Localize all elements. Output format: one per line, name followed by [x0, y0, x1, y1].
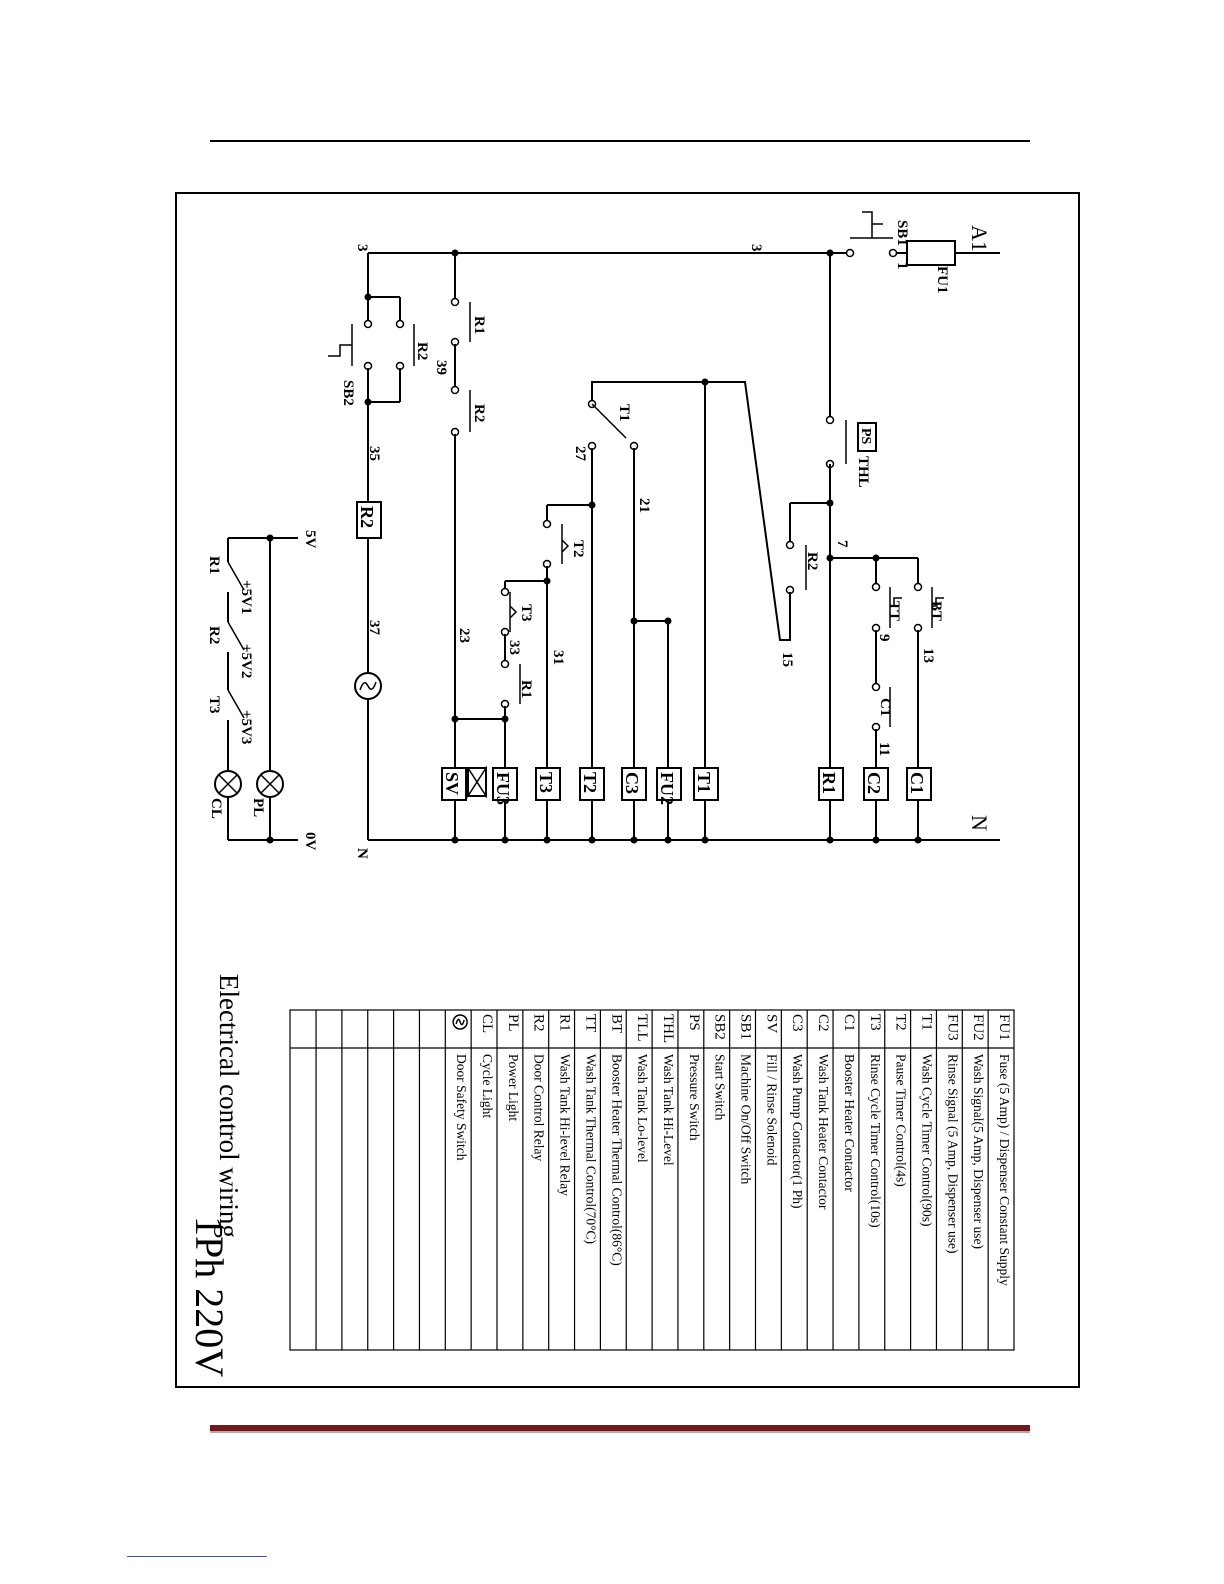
svg-text:CL: CL [208, 798, 224, 819]
door-safety-switch-icon [355, 673, 381, 699]
svg-text:T3: T3 [206, 696, 222, 714]
switch-sb1-symbol [847, 212, 897, 257]
svg-text:15: 15 [779, 652, 795, 667]
svg-text:FU1: FU1 [934, 266, 950, 294]
svg-text:TT: TT [886, 601, 902, 622]
legend-code: C2 [815, 1014, 832, 1032]
svg-text:37: 37 [366, 620, 382, 635]
svg-text:33: 33 [506, 640, 522, 655]
svg-text:FU2: FU2 [657, 772, 677, 805]
svg-text:3: 3 [354, 244, 370, 252]
svg-text:SB1: SB1 [894, 220, 910, 246]
svg-text:9: 9 [876, 634, 892, 642]
svg-text:21: 21 [636, 498, 652, 513]
legend-description: Door Safety Switch [454, 1054, 470, 1161]
legend-code: PL [504, 1014, 521, 1032]
legend-description: Wash Tank Hi-Level [660, 1054, 676, 1166]
cycle-light-icon [215, 771, 241, 797]
legend-code: SB2 [711, 1014, 728, 1040]
fuse-fu1-symbol [907, 241, 955, 265]
svg-text:R2: R2 [206, 626, 222, 645]
legend-description: Cycle Light [480, 1054, 495, 1119]
svg-text:C1: C1 [877, 698, 893, 717]
branch-r2-coil [328, 253, 414, 840]
legend-code: SV [763, 1014, 780, 1034]
legend-description: Pause Timer Control(4s) [893, 1054, 909, 1187]
svg-text:T2: T2 [580, 772, 600, 794]
legend-description: Rinse Cycle Timer Control(10s) [867, 1054, 883, 1228]
footer-link-underline [127, 1556, 267, 1557]
legend-code: THL [659, 1014, 676, 1044]
svg-text:SB2: SB2 [340, 380, 356, 406]
component-labels [206, 220, 992, 859]
svg-text:SV: SV [442, 772, 462, 796]
legend-code: FU1 [996, 1014, 1012, 1041]
title-block [187, 974, 244, 1377]
branch-r1-coil [705, 253, 846, 840]
svg-text:N: N [967, 815, 992, 831]
svg-text:+5V1: +5V1 [238, 580, 254, 615]
legend-description: Machine On/Off Switch [738, 1054, 754, 1185]
diagram-title: Electrical control wiring [214, 974, 244, 1238]
svg-text:39: 39 [433, 360, 449, 375]
svg-text:R1: R1 [819, 772, 839, 794]
svg-text:A1: A1 [967, 225, 992, 252]
legend-description: Wash Tank Lo-level [635, 1054, 651, 1163]
legend-description: Power Light [505, 1054, 521, 1122]
branch-sv [452, 253, 506, 840]
svg-text:T1: T1 [616, 404, 632, 422]
svg-text:7: 7 [834, 540, 850, 548]
svg-text:PS: PS [858, 428, 873, 445]
legend-code: PS [685, 1014, 702, 1031]
svg-text:R1: R1 [206, 556, 222, 575]
svg-text:N: N [354, 848, 370, 859]
legend-description: Wash Signal(5 Amp, Dispenser use) [971, 1054, 987, 1250]
legend-description: Pressure Switch [686, 1054, 702, 1141]
svg-text:R2: R2 [471, 404, 487, 423]
svg-text:R2: R2 [414, 342, 430, 361]
legend-description: Booster Heater Thermal Control(86°C) [609, 1054, 625, 1266]
svg-text:C3: C3 [622, 772, 642, 794]
legend-description: Wash Pump Contactor(1 Ph) [790, 1054, 806, 1209]
legend-code: FU3 [944, 1014, 961, 1041]
legend-code: BT [608, 1014, 625, 1034]
solenoid-valve-icon [468, 768, 486, 796]
power-light-icon [257, 771, 283, 797]
legend-description: Rinse Signal (5 Amp, Dispenser use) [945, 1054, 961, 1254]
legend-table [290, 1010, 1014, 1350]
svg-text:0V: 0V [302, 832, 318, 851]
svg-text:C2: C2 [864, 772, 884, 794]
svg-text:3: 3 [748, 244, 764, 252]
svg-text:13: 13 [920, 648, 936, 663]
footer-rule [210, 1425, 1030, 1433]
legend-description: Fuse (5 Amp) / Dispenser Constant Supply [997, 1054, 1012, 1286]
svg-text:THL: THL [855, 456, 871, 488]
legend-description: Wash Tank Thermal Control(70°C) [583, 1054, 599, 1244]
svg-text:1: 1 [894, 262, 910, 270]
legend-code: R2 [530, 1014, 547, 1032]
svg-text:FU3: FU3 [493, 772, 513, 805]
legend-description: Booster Heater Contactor [841, 1054, 857, 1192]
legend-description: Wash Tank Heater Contactor [816, 1054, 832, 1210]
svg-text:T3: T3 [536, 772, 556, 794]
svg-text:11: 11 [876, 742, 892, 757]
svg-text:31: 31 [550, 650, 566, 665]
svg-text:27: 27 [572, 446, 588, 461]
legend-code: TLL [634, 1014, 651, 1042]
legend-code: C1 [840, 1014, 857, 1032]
svg-text:T3: T3 [518, 604, 534, 622]
legend-code: CL [479, 1014, 495, 1034]
svg-text:T1: T1 [694, 772, 714, 794]
legend-description: Wash Tank Hi-level Relay [557, 1054, 573, 1197]
svg-text:T2: T2 [570, 540, 586, 558]
legend-code: T3 [866, 1014, 883, 1031]
svg-text:R2: R2 [357, 506, 377, 528]
legend-description: Wash Cycle Timer Control(90s) [919, 1054, 935, 1227]
legend-description: Start Switch [712, 1054, 728, 1121]
svg-text:R1: R1 [471, 316, 487, 335]
svg-text:C1: C1 [907, 772, 927, 794]
legend-code: TT [582, 1014, 599, 1033]
legend-code: SB1 [737, 1014, 754, 1040]
svg-text:PL: PL [250, 798, 266, 818]
svg-text:BT: BT [928, 601, 944, 622]
svg-text:+5V2: +5V2 [238, 644, 254, 679]
svg-text:23: 23 [456, 628, 472, 643]
legend-code: T2 [892, 1014, 909, 1031]
svg-text:5V: 5V [302, 530, 318, 549]
svg-text:R1: R1 [518, 680, 534, 699]
legend-code: C3 [789, 1014, 806, 1032]
door-safety-legend-icon [453, 1015, 467, 1029]
svg-text:+5V3: +5V3 [238, 710, 254, 745]
legend-code: T1 [918, 1014, 935, 1031]
legend-description: Door Control Relay [531, 1054, 547, 1162]
legend-description: Fill / Rinse Solenoid [764, 1054, 780, 1166]
legend-code: R1 [556, 1014, 573, 1032]
legend-code: FU2 [970, 1014, 987, 1041]
svg-text:R2: R2 [804, 552, 820, 571]
diagram-rating: 1Ph 220V [187, 1216, 232, 1378]
svg-text:35: 35 [366, 446, 382, 461]
